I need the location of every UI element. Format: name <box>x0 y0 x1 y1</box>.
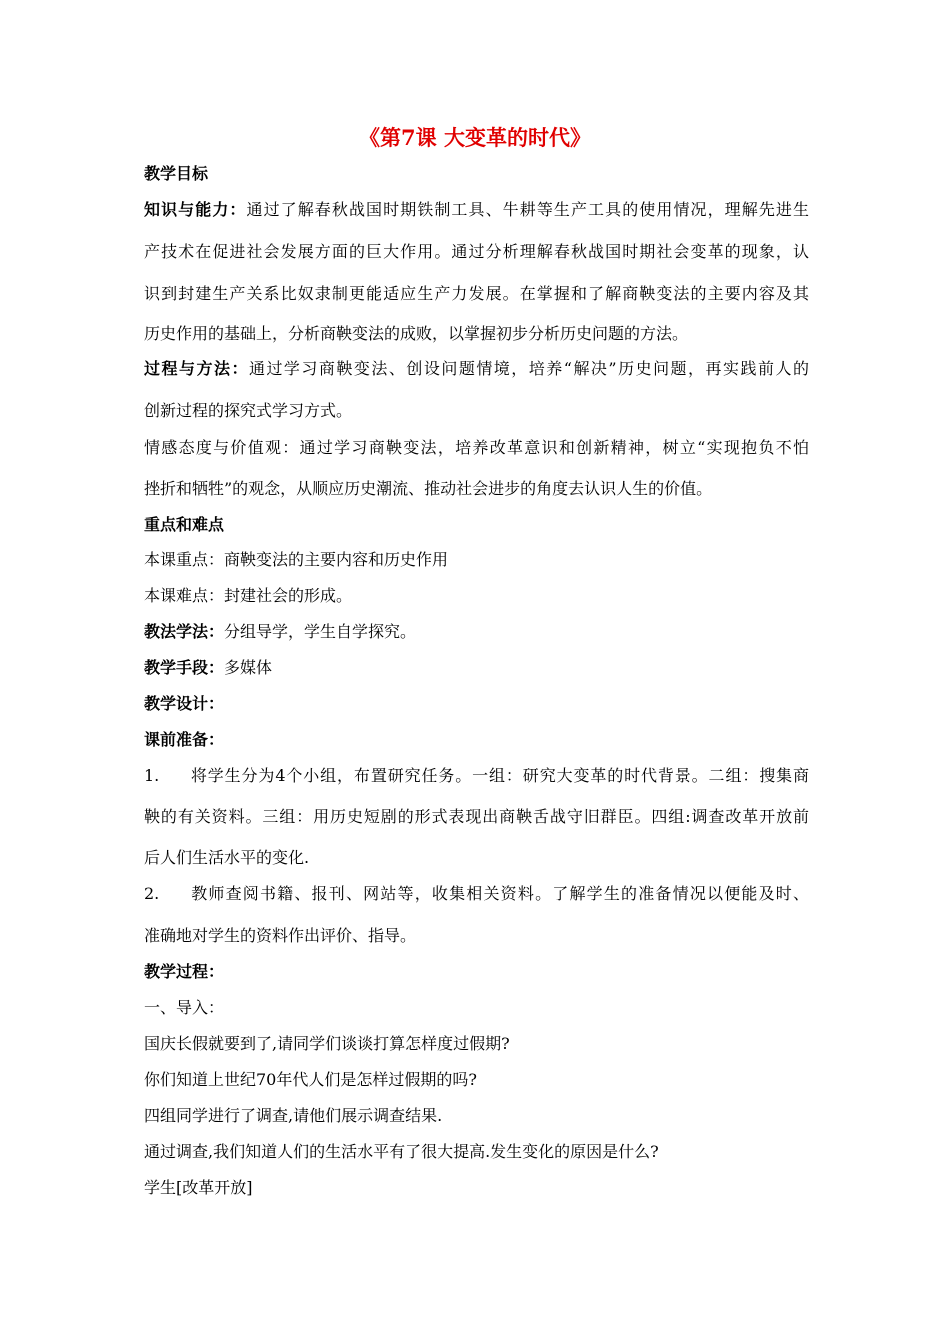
key-point: 本课重点：商鞅变法的主要内容和历史作用 <box>144 550 449 569</box>
emotion-line-2: 挫折和牺牲”的观念，从顺应历史潮流、推动社会进步的角度去认识人生的价值。 <box>144 479 713 498</box>
heading-key-difficult: 重点和难点 <box>144 515 225 534</box>
heading-design: 教学设计： <box>144 694 225 713</box>
knowledge-line-2: 产技术在促进社会发展方面的巨大作用。通过分析理解春秋战国时期社会变革的现象，认 <box>144 242 809 261</box>
process-text-1: 通过学习商鞅变法、创设问题情境，培养“解决”历史问题，再实践前人的 <box>248 359 809 378</box>
heading-teaching-goals: 教学目标 <box>144 164 209 183</box>
means-value: 多媒体 <box>224 658 273 677</box>
knowledge-label: 知识与能力： <box>144 200 247 219</box>
difficult-point: 本课难点：封建社会的形成。 <box>144 586 353 605</box>
prep-item-1-line-2: 鞅的有关资料。三组：用历史短剧的形式表现出商鞅舌战守旧群臣。四组:调查改革开放前 <box>144 807 809 826</box>
student-answer: 学生[改革开放] <box>144 1178 253 1197</box>
prep-item-2-line-1 <box>144 882 809 906</box>
teaching-method <box>144 620 809 644</box>
heading-teaching-process: 教学过程： <box>144 962 225 981</box>
prep-item-1-line-3: 后人们生活水平的变化. <box>144 848 310 867</box>
question-4: 通过调查,我们知道人们的生活水平有了很大提高.发生变化的原因是什么? <box>144 1142 659 1161</box>
knowledge-line-1 <box>144 198 809 222</box>
prep-item-1-text-1: 将学生分为4个小组，布置研究任务。一组：研究大变革的时代背景。二组：搜集商 <box>190 766 809 785</box>
emotion-line-1: 情感态度与价值观：通过学习商鞅变法，培养改革意识和创新精神，树立“实现抱负不怕 <box>144 438 809 457</box>
page-title: 《第7课 大变革的时代》 <box>359 125 591 150</box>
question-3: 四组同学进行了调查,请他们展示调查结果. <box>144 1106 443 1125</box>
process-label: 过程与方法： <box>144 359 249 378</box>
process-line-1 <box>144 357 809 381</box>
question-1: 国庆长假就要到了,请同学们谈谈打算怎样度过假期? <box>144 1034 510 1053</box>
method-label: 教法学法： <box>144 622 225 641</box>
teaching-means <box>144 656 809 680</box>
prep-item-1-number: 1. <box>144 766 160 785</box>
means-label: 教学手段： <box>144 658 225 677</box>
prep-item-2-line-2: 准确地对学生的资料作出评价、指导。 <box>144 926 417 945</box>
intro-heading: 一、导入： <box>144 998 225 1017</box>
method-value: 分组导学，学生自学探究。 <box>224 622 417 641</box>
prep-item-2-text-1: 教师查阅书籍、报刊、网站等，收集相关资料。了解学生的准备情况以便能及时、 <box>190 884 809 903</box>
knowledge-line-3: 识到封建生产关系比奴隶制更能适应生产力发展。在掌握和了解商鞅变法的主要内容及其 <box>144 284 809 303</box>
prep-item-1-line-1 <box>144 764 809 788</box>
knowledge-line-4: 历史作用的基础上，分析商鞅变法的成败，以掌握初步分析历史问题的方法。 <box>144 324 689 343</box>
prep-item-2-number: 2. <box>144 884 160 903</box>
knowledge-text-1: 通过了解春秋战国时期铁制工具、牛耕等生产工具的使用情况，理解先进生 <box>246 200 809 219</box>
heading-preparation: 课前准备： <box>144 730 225 749</box>
process-line-2: 创新过程的探究式学习方式。 <box>144 401 353 420</box>
question-2: 你们知道上世纪70年代人们是怎样过假期的吗? <box>144 1070 477 1089</box>
